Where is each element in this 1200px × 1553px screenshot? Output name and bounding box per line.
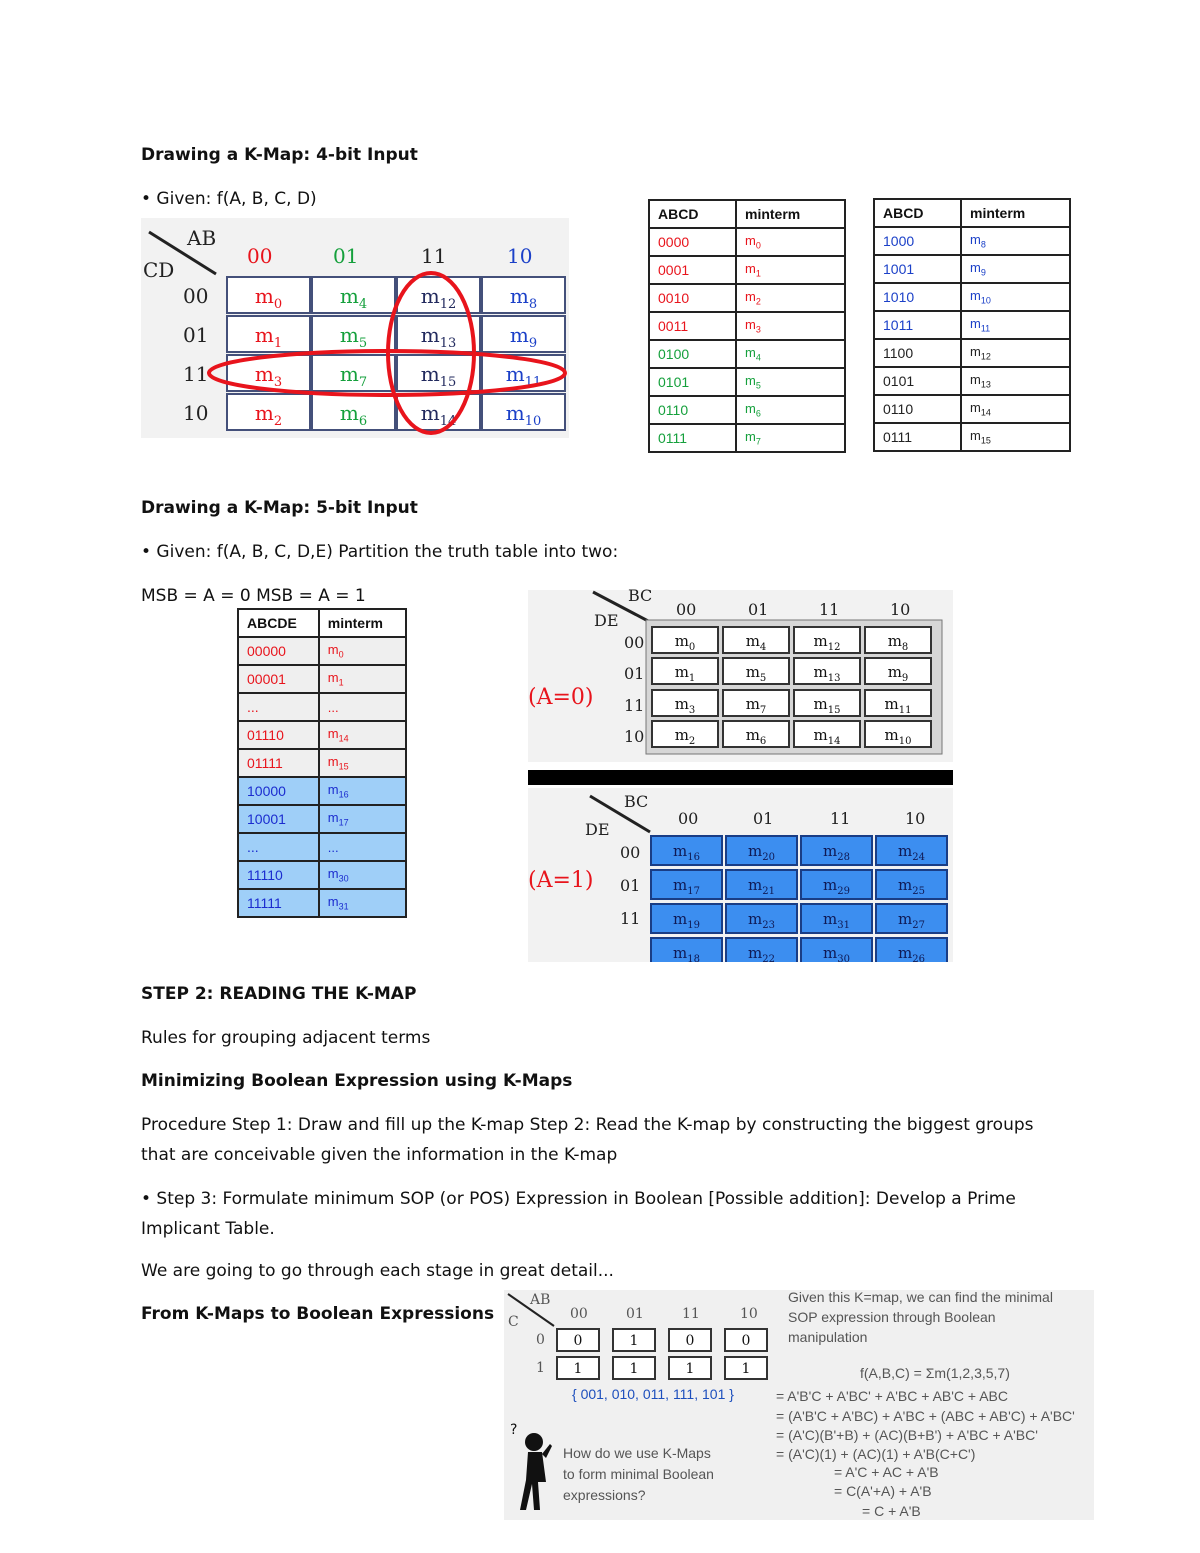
kmap5a-row-head: 11 <box>624 696 645 715</box>
truth-table-4bit-a <box>648 199 846 453</box>
minterm-cell: ... <box>319 833 406 861</box>
table-header: ABCD <box>649 200 736 228</box>
intro-line: Given this K=map, we can find the minimal <box>788 1289 1053 1305</box>
kmap3-col-head: 10 <box>740 1306 758 1322</box>
input-cell: 1010 <box>874 283 961 311</box>
table-row <box>649 284 845 312</box>
kmap3-col-head: 01 <box>626 1306 644 1322</box>
minterm-cell: $m_{14}$ <box>961 395 1070 423</box>
minterm-cell: $m_9$ <box>961 255 1070 283</box>
table-row <box>649 312 845 340</box>
kmap-5bit-a0 <box>528 586 953 762</box>
table-row <box>238 889 406 917</box>
minterm-cell: $m_{16}$ <box>319 777 406 805</box>
minterm-cell: $m_{11}$ <box>961 311 1070 339</box>
kmap4-col-head: 11 <box>421 244 447 268</box>
kmap5a-col-head: 01 <box>748 600 769 619</box>
minterm-cell: $m_{30}$ <box>319 861 406 889</box>
minterm-cell: $m_{12}$ <box>961 339 1070 367</box>
kmap5-cell: $m_{16}$ <box>650 835 723 866</box>
table-row <box>238 665 406 693</box>
table-row <box>649 396 845 424</box>
minterm-cell: $m_{14}$ <box>319 721 406 749</box>
table-header: minterm <box>961 199 1070 227</box>
table-header: minterm <box>736 200 845 228</box>
table-row <box>649 368 845 396</box>
minterm-cell: $m_{31}$ <box>319 889 406 917</box>
kmap5-cell: $m_{27}$ <box>875 903 948 934</box>
kmap3-row-head: 0 <box>536 1332 545 1348</box>
kmap5b-row-head: 11 <box>620 909 641 928</box>
kmap5b-col-head: 00 <box>678 809 699 828</box>
kmap5-cell: $m_{20}$ <box>725 835 798 866</box>
kmap4-cell: $m_0$ <box>226 276 311 314</box>
kmap5-cell: $m_0$ <box>651 626 719 654</box>
kmap5b-row-head: 00 <box>620 843 641 862</box>
given-4bit: • Given: f(A, B, C, D) <box>141 189 317 209</box>
step2-title: STEP 2: READING THE K-MAP <box>141 984 417 1004</box>
input-cell: 00001 <box>238 665 319 693</box>
kmap5b-row-head: 01 <box>620 876 641 895</box>
table-row <box>238 805 406 833</box>
kmap5-cell: $m_{17}$ <box>650 869 723 900</box>
kmap4-cell: $m_1$ <box>226 315 311 353</box>
kmap4-cell: $m_{14}$ <box>396 393 481 431</box>
kmap5-cell: $m_{30}$ <box>800 937 873 962</box>
input-cell: 01110 <box>238 721 319 749</box>
kmap4-cell: $m_7$ <box>311 354 396 392</box>
equation-line: = A'C + AC + A'B <box>834 1464 939 1480</box>
equation-line: = (A'C)(B'+B) + (AC)(B+B') + A'BC + A'BC' <box>776 1427 1038 1443</box>
kmap3-cell: 1 <box>724 1356 768 1380</box>
kmap5-cell: $m_7$ <box>722 689 790 717</box>
minterm-set: { 001, 010, 011, 111, 101 } <box>572 1386 734 1402</box>
input-cell: 1001 <box>874 255 961 283</box>
kmap5-cell: $m_{13}$ <box>793 657 861 685</box>
kmap5a-row-head: 00 <box>624 633 645 652</box>
kmap4-col-head: 01 <box>333 244 359 268</box>
kmap5-cell: $m_{23}$ <box>725 903 798 934</box>
detail-text: We are going to go through each stage in great detail... <box>141 1261 614 1281</box>
input-cell: 10000 <box>238 777 319 805</box>
equation-line: = C + A'B <box>862 1503 921 1519</box>
kmap5b-col-var: BC <box>624 792 649 811</box>
kmap4-col-var: AB <box>187 226 217 250</box>
minterm-cell: $m_7$ <box>736 424 845 452</box>
table-row <box>238 721 406 749</box>
table-header: ABCDE <box>238 609 319 637</box>
given-5bit: • Given: f(A, B, C, D,E) Partition the truth table into two: <box>141 542 619 562</box>
minterm-cell: $m_{15}$ <box>961 423 1070 451</box>
kmap5-cell: $m_4$ <box>722 626 790 654</box>
kmap4-cell: $m_8$ <box>481 276 566 314</box>
kmap4-cell: $m_2$ <box>226 393 311 431</box>
input-cell: 11111 <box>238 889 319 917</box>
thinking-person-icon <box>508 1422 558 1517</box>
input-cell: 11110 <box>238 861 319 889</box>
section-title-4bit: Drawing a K-Map: 4-bit Input <box>141 145 418 165</box>
kmap3-row-head: 1 <box>536 1360 545 1376</box>
minterm-cell: $m_1$ <box>319 665 406 693</box>
table-header: ABCD <box>874 199 961 227</box>
minterm-cell: $m_5$ <box>736 368 845 396</box>
kmap5a-col-head: 11 <box>819 600 840 619</box>
input-cell: 0110 <box>649 396 736 424</box>
table-row <box>238 861 406 889</box>
table-row <box>874 227 1070 255</box>
kmap4-col-head: 00 <box>247 244 273 268</box>
equation-line: = (A'B'C + A'BC) + A'BC + (ABC + AB'C) + A'BC' <box>776 1408 1075 1424</box>
kmap5-cell: $m_{22}$ <box>725 937 798 962</box>
kmap5-cell: $m_{10}$ <box>864 720 932 748</box>
input-cell: 1100 <box>874 339 961 367</box>
kmap4-row-head: 00 <box>183 284 209 308</box>
kmap5b-col-head: 01 <box>753 809 774 828</box>
kmap4-cell: $m_{12}$ <box>396 276 481 314</box>
equation-line: = A'B'C + A'BC' + A'BC + AB'C + ABC <box>776 1388 1008 1404</box>
kmap5-cell: $m_{29}$ <box>800 869 873 900</box>
minterm-cell: ... <box>319 693 406 721</box>
table-row <box>238 637 406 665</box>
kmap5-cell: $m_{12}$ <box>793 626 861 654</box>
kmap5-cell: $m_{31}$ <box>800 903 873 934</box>
kmap5b-label: (A=1) <box>528 868 594 893</box>
kmap3-col-var: AB <box>530 1292 551 1308</box>
svg-text:?: ? <box>510 1422 518 1438</box>
kmap4-cell: $m_{13}$ <box>396 315 481 353</box>
kmap4-row-head: 01 <box>183 323 209 347</box>
table-row <box>874 395 1070 423</box>
kmap3-col-head: 11 <box>682 1306 700 1322</box>
minterm-cell: $m_3$ <box>736 312 845 340</box>
procedure-text: Procedure Step 1: Draw and fill up the K-map Step 2: Read the K-map by constructing the biggest groups that are conceivable given the information in the K-map <box>141 1115 1034 1165</box>
kmap3-cell: 1 <box>612 1356 656 1380</box>
truth-table-5bit <box>237 608 407 918</box>
input-cell: 1000 <box>874 227 961 255</box>
from-kmaps-title: From K-Maps to Boolean Expressions <box>141 1304 495 1324</box>
kmap5-cell: $m_{14}$ <box>793 720 861 748</box>
intro-line: SOP expression through Boolean <box>788 1309 996 1325</box>
minimizing-title: Minimizing Boolean Expression using K-Maps <box>141 1071 573 1091</box>
intro-line: manipulation <box>788 1329 868 1345</box>
kmap4-row-head: 11 <box>183 362 209 386</box>
divider-bar <box>528 770 953 785</box>
kmap3-cell: 0 <box>668 1328 712 1352</box>
section-title-5bit: Drawing a K-Map: 5-bit Input <box>141 498 418 518</box>
kmap5a-col-head: 10 <box>890 600 911 619</box>
kmap5-cell: $m_8$ <box>864 626 932 654</box>
kmap5b-col-head: 11 <box>830 809 851 828</box>
kmap5-cell: $m_{11}$ <box>864 689 932 717</box>
kmap5a-row-head: 10 <box>624 727 645 746</box>
kmap5a-col-head: 00 <box>676 600 697 619</box>
table-row <box>649 256 845 284</box>
kmap5-cell: $m_{15}$ <box>793 689 861 717</box>
kmap-4bit <box>141 218 569 438</box>
kmap4-row-head: 10 <box>183 401 209 425</box>
kmap3-cell: 1 <box>668 1356 712 1380</box>
kmap5-cell: $m_2$ <box>651 720 719 748</box>
minterm-cell: $m_0$ <box>319 637 406 665</box>
kmap5-cell: $m_{28}$ <box>800 835 873 866</box>
input-cell: 0101 <box>649 368 736 396</box>
kmap5-cell: $m_{24}$ <box>875 835 948 866</box>
kmap5-cell: $m_{18}$ <box>650 937 723 962</box>
input-cell: ... <box>238 833 319 861</box>
kmap5a-col-var: BC <box>628 586 653 605</box>
kmap4-cell: $m_4$ <box>311 276 396 314</box>
minterm-cell: $m_{13}$ <box>961 367 1070 395</box>
table-row <box>874 283 1070 311</box>
table-header: minterm <box>319 609 406 637</box>
input-cell: 10001 <box>238 805 319 833</box>
minterm-cell: $m_4$ <box>736 340 845 368</box>
kmap5-cell: $m_{26}$ <box>875 937 948 962</box>
kmap4-col-head: 10 <box>507 244 533 268</box>
kmap5-cell: $m_{21}$ <box>725 869 798 900</box>
minterm-cell: $m_8$ <box>961 227 1070 255</box>
kmap5-cell: $m_1$ <box>651 657 719 685</box>
minterm-cell: $m_6$ <box>736 396 845 424</box>
step3-text: • Step 3: Formulate minimum SOP (or POS) Expression in Boolean [Possible addition]: Develop a Prime Implicant Table. <box>141 1189 1016 1239</box>
table-row <box>238 833 406 861</box>
input-cell: 0000 <box>649 228 736 256</box>
table-row <box>238 749 406 777</box>
question-line: How do we use K-Maps <box>563 1445 711 1461</box>
kmap4-cell: $m_6$ <box>311 393 396 431</box>
kmap5-cell: $m_{25}$ <box>875 869 948 900</box>
table-row <box>874 367 1070 395</box>
kmap3-cell: 0 <box>724 1328 768 1352</box>
msb-note: MSB = A = 0 MSB = A = 1 <box>141 586 366 606</box>
table-row <box>649 424 845 452</box>
kmap4-cell: $m_{11}$ <box>481 354 566 392</box>
kmap5a-label: (A=0) <box>528 685 594 710</box>
input-cell: 01111 <box>238 749 319 777</box>
kmap3-cell: 0 <box>556 1328 600 1352</box>
table-row <box>649 340 845 368</box>
input-cell: 1011 <box>874 311 961 339</box>
table-row <box>238 693 406 721</box>
kmap5a-row-var: DE <box>594 611 619 630</box>
kmap4-row-var: CD <box>143 258 175 282</box>
minterm-cell: $m_2$ <box>736 284 845 312</box>
input-cell: 0111 <box>874 423 961 451</box>
kmap4-cell: $m_{15}$ <box>396 354 481 392</box>
kmap4-cell: $m_{10}$ <box>481 393 566 431</box>
kmap4-cell: $m_9$ <box>481 315 566 353</box>
kmap4-cell: $m_5$ <box>311 315 396 353</box>
kmap5-cell: $m_5$ <box>722 657 790 685</box>
kmap-5bit-a1 <box>528 788 953 962</box>
equation-line: f(A,B,C) = Σm(1,2,3,5,7) <box>860 1365 1010 1381</box>
minterm-cell: $m_{10}$ <box>961 283 1070 311</box>
kmap5-cell: $m_6$ <box>722 720 790 748</box>
kmap3-cell: 1 <box>612 1328 656 1352</box>
kmap5b-col-head: 10 <box>905 809 926 828</box>
truth-table-4bit-b <box>873 198 1071 452</box>
kmap4-cell: $m_3$ <box>226 354 311 392</box>
kmap5-cell: $m_{19}$ <box>650 903 723 934</box>
minterm-cell: $m_0$ <box>736 228 845 256</box>
table-row <box>874 423 1070 451</box>
question-line: to form minimal Boolean <box>563 1466 714 1482</box>
rules-text: Rules for grouping adjacent terms <box>141 1028 431 1048</box>
kmap5-cell: $m_9$ <box>864 657 932 685</box>
input-cell: ... <box>238 693 319 721</box>
kmap3-col-head: 00 <box>570 1306 588 1322</box>
input-cell: 0001 <box>649 256 736 284</box>
input-cell: 0010 <box>649 284 736 312</box>
table-row <box>874 339 1070 367</box>
table-row <box>649 228 845 256</box>
minterm-cell: $m_1$ <box>736 256 845 284</box>
input-cell: 0100 <box>649 340 736 368</box>
input-cell: 0110 <box>874 395 961 423</box>
equation-line: = (A'C)(1) + (AC)(1) + A'B(C+C') <box>776 1446 976 1462</box>
input-cell: 00000 <box>238 637 319 665</box>
table-row <box>874 255 1070 283</box>
input-cell: 0101 <box>874 367 961 395</box>
minterm-cell: $m_{15}$ <box>319 749 406 777</box>
input-cell: 0011 <box>649 312 736 340</box>
kmap5b-row-var: DE <box>585 820 610 839</box>
table-row <box>874 311 1070 339</box>
table-row <box>238 777 406 805</box>
equation-line: = C(A'+A) + A'B <box>834 1483 932 1499</box>
kmap-3var-figure <box>504 1290 1094 1520</box>
minterm-cell: $m_{17}$ <box>319 805 406 833</box>
kmap5a-row-head: 01 <box>624 664 645 683</box>
question-line: expressions? <box>563 1487 646 1503</box>
kmap3-row-var: C <box>508 1314 519 1330</box>
kmap5-cell: $m_3$ <box>651 689 719 717</box>
kmap3-cell: 1 <box>556 1356 600 1380</box>
input-cell: 0111 <box>649 424 736 452</box>
